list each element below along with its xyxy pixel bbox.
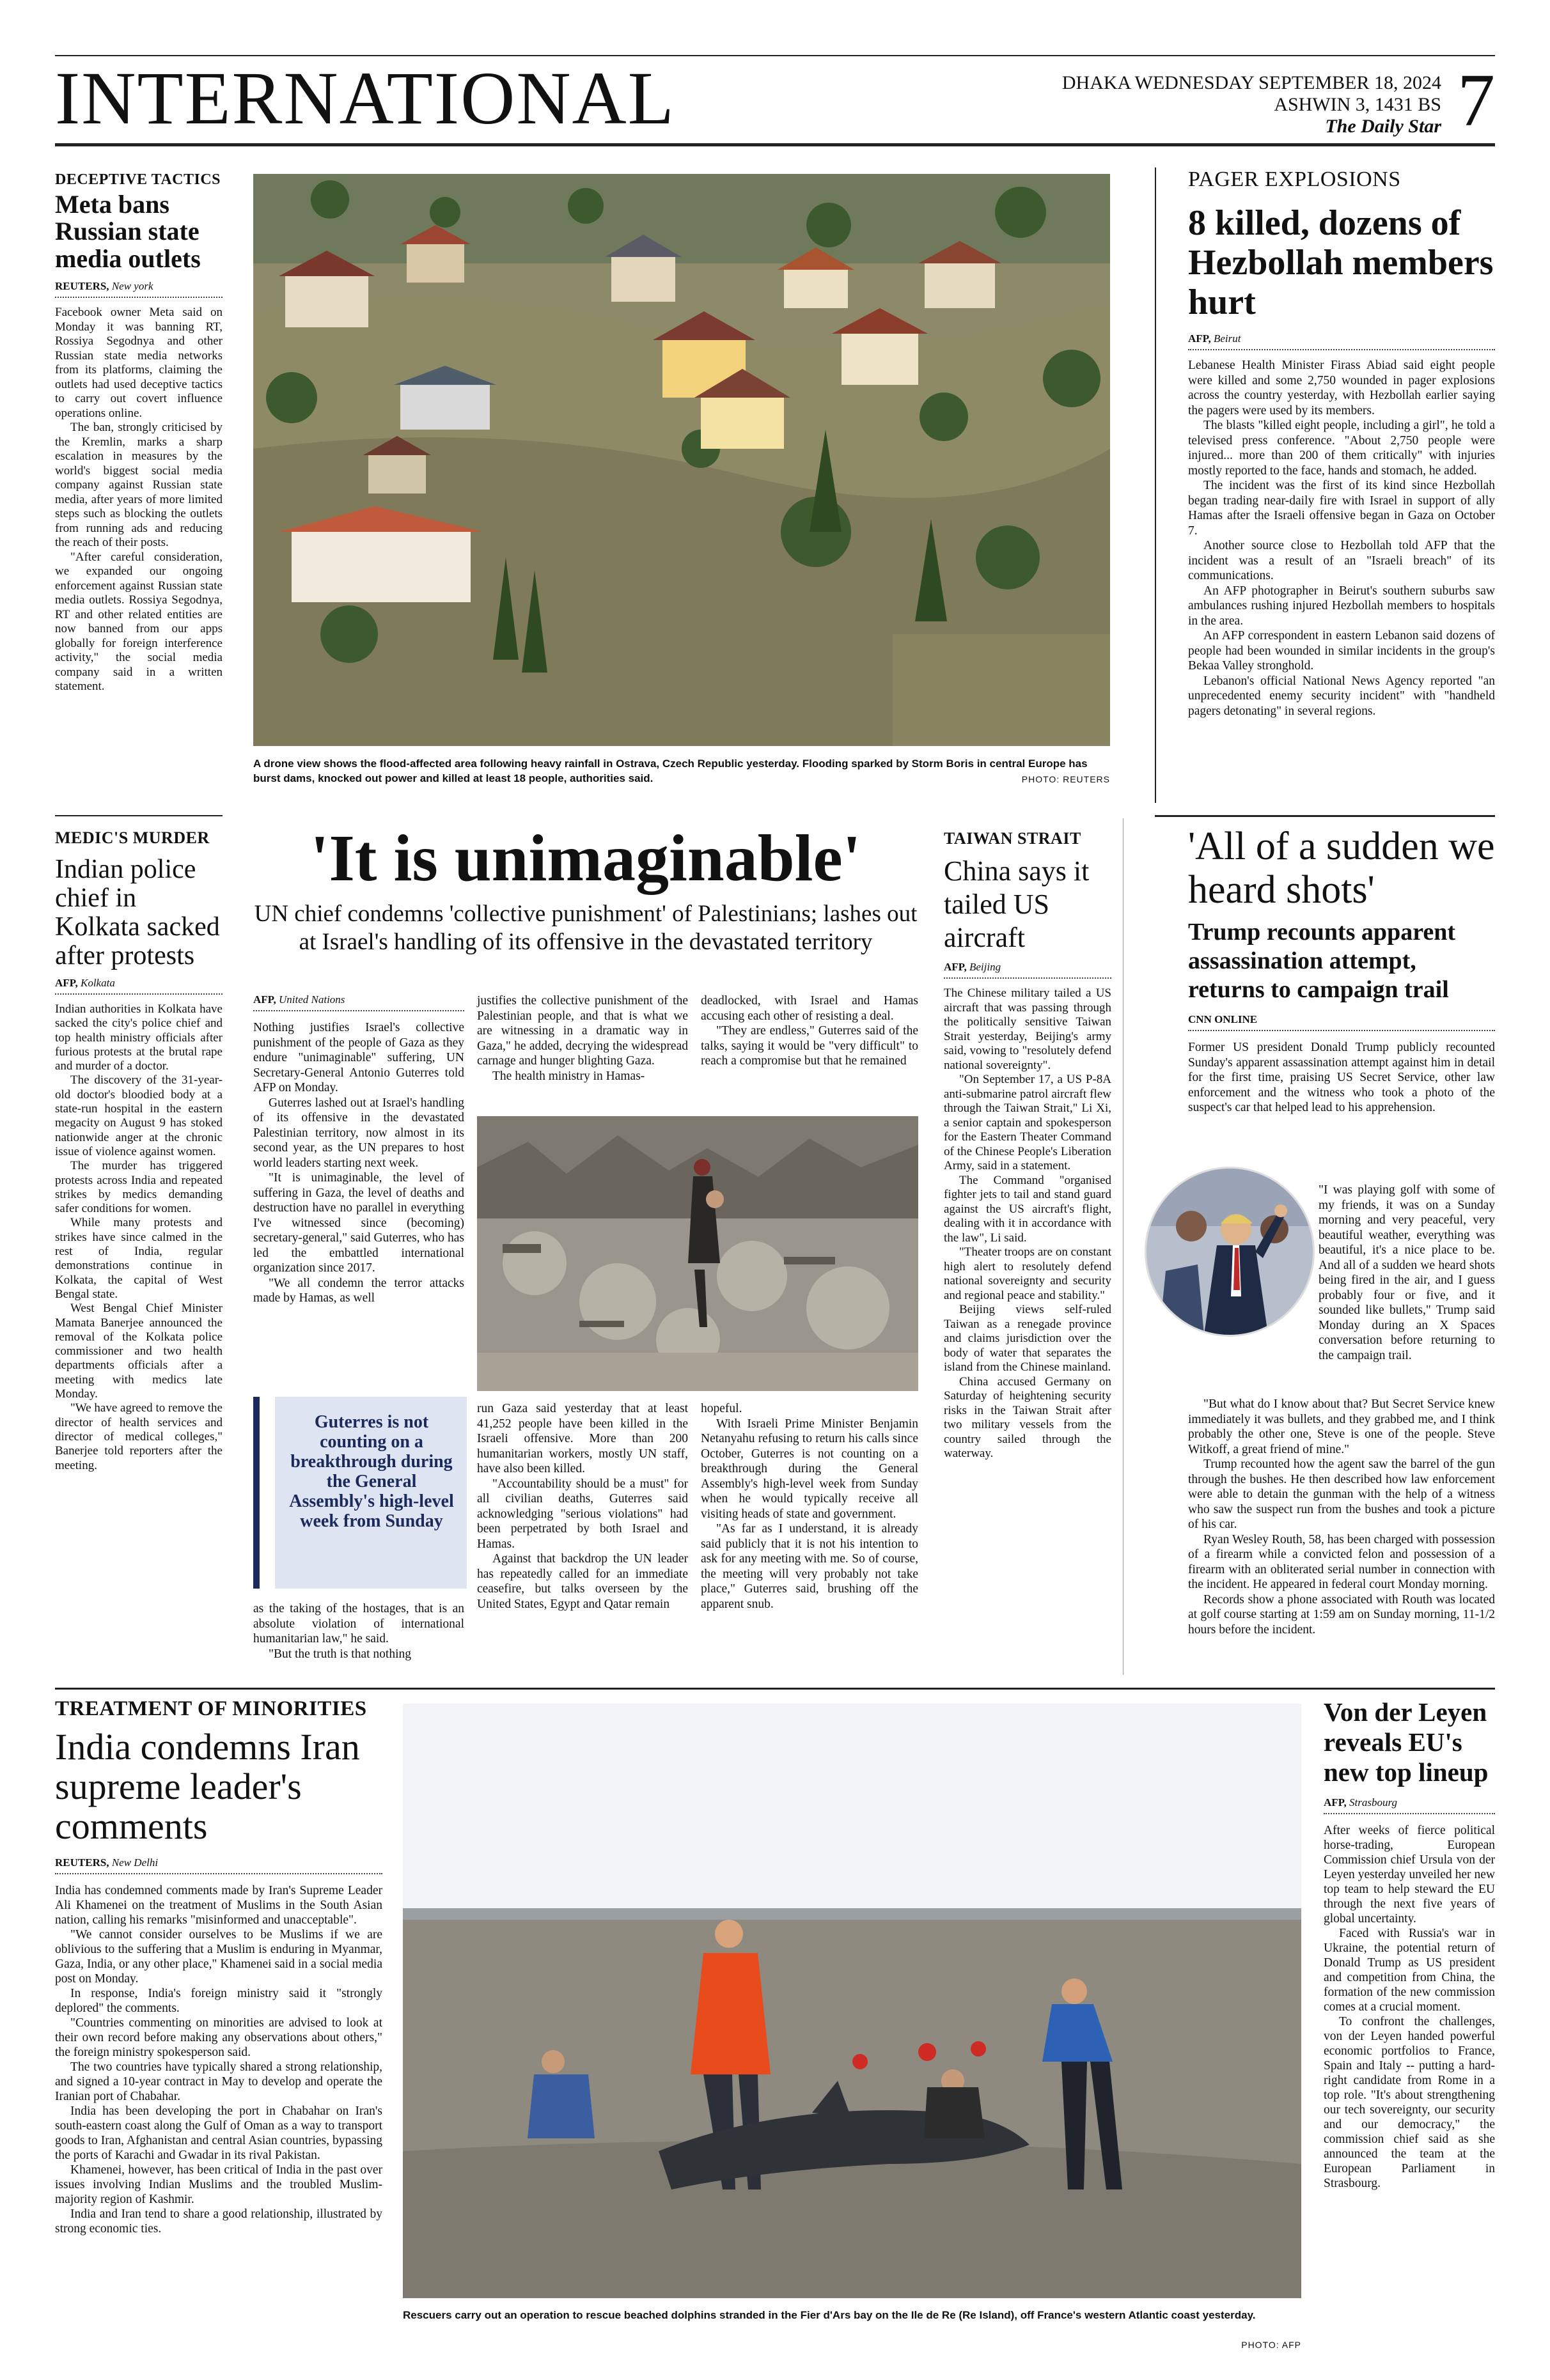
un-col2-top: justifies the collective punishment of the Palestinian people, and that is what we are witnessing in a dramatic way in Gaza," he added, decrying the widespread carnage and hunger blighting Gaza. The health ministry in Hamas-: [477, 994, 688, 1083]
meta-story: [55, 171, 223, 694]
eu-body: After weeks of fierce political horse-trading, European Commission chief Ursula von der Leyen yesterday unveiled her new top team to help steward the EU through the next five years of global uncertainty. Faced with Russia's war in Ukraine, the potential return of Donald Trump as US president and competition from China, the formation of the new commission comes at a crucial moment. To confront the challenges, von der Leyen handed powerful economic portfolios to France, Spain and Italy -- putting a hard-right candidate from Rome in a top role. "It's about strengthening our tech sovereignty, our security and our democracy," the commission chief said as she announced the team at the European Parliament in Strasbourg.: [1324, 1824, 1495, 2190]
trump-scene: [1147, 1169, 1313, 1335]
trump-body: "But what do I know about that? But Secret Service knew immediately it was bullets, and they grabbed me, and I think probably the other one, Steve is one of the people. Steve Witkoff, a great friend of mine." Trump recounted how the agent saw the barrel of the gun through the bushes. He then described how law enforcement were able to detain the gunman with the help of a witness who saw the suspect run from the bushes and took a picture of his car. Ryan Wesley Routh, 58, has been charged with possession of a firearm while a convicted felon and possession of a firearm with an obliterated serial number in connection with the incident. He appeared in federal court Monday morning. Records show a phone associated with Routh was located at golf course starting at 1:59 am on Sunday morning, 11-1/2 hours before the incident.: [1188, 1397, 1495, 1637]
taiwan-story: [944, 829, 1111, 1461]
medic-story: [55, 828, 223, 1473]
dateline-block: [1062, 72, 1441, 137]
iran-body: India has condemned comments made by Iran's Supreme Leader Ali Khamenei on the treatment of Muslims in the South Asian nation, calling his remarks "misinformed and unacceptable". "We cannot consider ourselves to be Muslims if we are oblivious to the suffering that a Muslim is enduring in Myanmar, Gaza, India, or any other place," Khamenei said in a social media post on Monday. In response, India's foreign ministry said it "strongly deplored" the comments. "Countries commenting on minorities are advised to look at their own record before making any observations about others," the foreign ministry spokesperson said. The two countries have typically shared a strong relationship, and signed a 10-year contract in May to develop and operate the Iranian port of Chabahar. India has been developing the port in Chabahar on Iran's south-eastern coast along the Gulf of Oman as a way to transport goods to Iran, Afghanistan and central Asian countries, bypassing the ports of Karachi and Gwadar in its rival Pakistan. Khamenei, however, has been critical of India in the past over issues involving Indian Muslims and the troubled Muslim-majority region of Kashmir. India and Iran tend to share a good relationship, illustrated by strong economic ties.: [55, 1884, 382, 2236]
trump-photo: [1145, 1167, 1315, 1337]
eu-headline: Von der Leyen reveals EU's new top lineup: [1324, 1697, 1489, 1787]
trump-byline: CNN ONLINE: [1188, 1013, 1495, 1031]
pager-kicker: PAGER EXPLOSIONS: [1188, 167, 1401, 191]
pager-body: Lebanese Health Minister Firass Abiad said eight people were killed and some 2,750 wounded in pager explosions across the country yesterday, with Hezbollah earlier saying the pagers were used by its members. The blasts "killed eight people, including a girl", he told a televised press conference. "About 2,750 people were injured... more than 200 of them critically" with injuries mostly reported to the face, hands and stomach, he added. The incident was the first of its kind since Hezbollah began trading near-daily fire with Israel in support of ally Hamas after the Israeli offensive began in Gaza on October 7. Another source close to Hezbollah told AFP that the incident was a result of an "Israeli breach" of its communications. An AFP photographer in Beirut's southern suburbs saw ambulances rushing injured Hezbollah members to hospitals in the area. An AFP correspondent in eastern Lebanon said dozens of people had been wounded in similar incidents in the group's Bekaa Valley stronghold. Lebanon's official National News Agency reported "an unprecedented enemy security incident" with "handheld pagers detonating" in several regions.: [1188, 359, 1495, 718]
un-col1-end: as the taking of the hostages, that is an absolute violation of international humanitarian law," he said. "But the truth is that nothing: [253, 1602, 464, 1661]
un-headline: 'It is unimaginable': [310, 821, 861, 895]
iran-story: [55, 1697, 382, 2236]
medic-kicker: MEDIC'S MURDER: [55, 828, 210, 847]
dolphin-photo: [403, 1704, 1301, 2298]
dateline: DHAKA WEDNESDAY SEPTEMBER 18, 2024: [1061, 72, 1441, 93]
taiwan-body: The Chinese military tailed a US aircraft that was passing through the politically sensitive Taiwan Strait yesterday, Beijing's army said, vowing to "resolutely defend national sovereignty". "On September 17, a US P-8A anti-submarine patrol aircraft flew through the Taiwan Strait," Li Xi, a senior captain and spokesperson for the Eastern Theater Command of the Chinese People's Liberation Army, said in a statement. The Command "organised fighter jets to tail and stand guard against the US aircraft's flight, dealing with it in accordance with the law", Li said. "Theater troops are on constant high alert to resolutely defend national sovereignty and security and regional peace and stability." Beijing views self-ruled Taiwan as a renegade province and claims jurisdiction over the body of water that separates the island from the Chinese mainland. China accused Germany on Saturday of heightening security risks in the Taiwan Strait after two military vessels from the country sailed through the waterway.: [944, 986, 1111, 1460]
eu-story: [1324, 1697, 1495, 2191]
un-subhead: UN chief condemns 'collective punishment' of Palestinians; lashes out at Israel's handling of its offensive in the devastated territory: [254, 901, 918, 955]
un-pullquote-box: [253, 1397, 464, 1589]
pager-byline: AFP, Beirut: [1188, 332, 1495, 350]
flood-photo: [253, 174, 1110, 746]
medic-headline: Indian police chief in Kolkata sacked after protests: [55, 855, 220, 970]
taiwan-headline: China says it tailed US aircraft: [944, 855, 1090, 953]
medic-byline: AFP, Kolkata: [55, 977, 223, 995]
un-col1-body: Nothing justifies Israel's collective punishment of the people of Gaza as they endure "unimaginable" suffering, UN Secretary-General Antonio Guterres told AFP on Monday. Guterres lashed out at Israel's handling of its offensive in the devastated Palestinian territory, now almost in its second year, as the UN prepares to host world leaders starting next week. "It is unimaginable, the level of suffering in Gaza, the level of deaths and destruction have no parallel in everything I've witnessed since (becoming) secretary-general," said Guterres, who has led the embattled international organization since 2017. "We all condemn the terror attacks made by Hamas, as well: [253, 1021, 464, 1305]
flood-scene: [253, 174, 1110, 746]
flood-caption: A drone view shows the flood-affected area following heavy rainfall in Ostrava, Czech Republic yesterday. Flooding sparked by Storm Boris in central Europe has burst dams, knocked out power and killed at least 18 people, authorities said.: [253, 758, 1088, 784]
un-col2-bottom: run Gaza said yesterday that at least 41,252 people have been killed in the Israeli offensive. More than 200 humanitarian workers, mostly UN staff, have also been killed. "Accountability should be a must" for all civilian deaths, Guterres said acknowledging "serious violations" had been perpetrated by both Israel and Hamas. Against that backdrop the UN leader has repeatedly called for an immediate ceasefire, but talks overseen by the United States, Egypt and Qatar remain: [477, 1402, 688, 1611]
trump-intro: Former US president Donald Trump publicly recounted Sunday's apparent assassination attempt against him in detail for the first time, praising US Secret Service, other law enforcement and the witness who took a photo of the suspect's car that helped lead to his apprehension.: [1188, 1041, 1495, 1114]
un-col1: [253, 993, 464, 1306]
un-pullquote: Guterres is not counting on a breakthrough during the General Assembly's high-level week from Sunday: [289, 1412, 454, 1531]
pager-headline: 8 killed, dozens of Hezbollah members hurt: [1188, 203, 1494, 322]
dolphin-credit: PHOTO: AFP: [1241, 2340, 1301, 2350]
iran-headline: India condemns Iran supreme leader's comments: [55, 1726, 360, 1847]
page-number: 7: [1457, 58, 1495, 142]
section-title: INTERNATIONAL: [55, 56, 675, 140]
paper-name: The Daily Star: [1325, 116, 1441, 137]
trump-headline: 'All of a sudden we heard shots': [1188, 825, 1495, 912]
bengali-date: ASHWIN 3, 1431 BS: [1274, 94, 1441, 115]
gaza-scene: [477, 1116, 918, 1391]
iran-kicker: TREATMENT OF MINORITIES: [55, 1697, 367, 1720]
pager-story: [1188, 167, 1495, 719]
medic-body: Indian authorities in Kolkata have sacked the city's police chief and top health ministry officials after furious protests at the brutal rape and murder of a doctor. The discovery of the 31-year-old doctor's bloodied body at a state-run hospital in the eastern megacity on August 9 has stoked nationwide anger at the chronic issue of violence against women. The murder has triggered protests across India and repeated strikes by medics demanding safer conditions for women. While many protests and strikes have since calmed in the rest of India, regular demonstrations continue in Kolkata, the capital of West Bengal state. West Bengal Chief Minister Mamata Banerjee announced the removal of the Kolkata police commissioner and two health departments officials after a meeting with medics late Monday. "We have agreed to remove the director of health services and director of medical colleges," Banerjee told reporters after the meeting.: [55, 1002, 223, 1472]
dolphin-caption: Rescuers carry out an operation to rescue beached dolphins stranded in the Fier d'Ars bay on the Ile de Re (Re Island), off France's western Atlantic coast yesterday.: [403, 2309, 1256, 2321]
meta-headline: Meta bans Russian state media outlets: [55, 190, 201, 273]
meta-kicker: DECEPTIVE TACTICS: [55, 171, 221, 188]
eu-byline: AFP, Strasbourg: [1324, 1796, 1495, 1814]
trump-wrap-text: "I was playing golf with some of my friends, it was on a Sunday morning and very peaceful, very beautiful weather, everything was beautiful, it's a nice place to be. And all of a sudden we heard shots being fired in the air, and I guess probably four or five, and it sounded like bullets," Trump said Monday during an X Spaces conversation before returning to the campaign trail.: [1319, 1183, 1495, 1362]
gaza-photo: [477, 1116, 918, 1391]
un-byline: AFP, United Nations: [253, 993, 464, 1011]
taiwan-kicker: TAIWAN STRAIT: [944, 829, 1081, 848]
dolphin-scene: [403, 1704, 1301, 2298]
trump-story: [1188, 825, 1495, 1116]
un-col3-bottom: hopeful. With Israeli Prime Minister Benjamin Netanyahu refusing to return his calls since October, Guterres is not counting on a breakthrough during the General Assembly's high-level week from Sunday when he would typically receive all visiting heads of state and government. "As far as I understand, it is already said publicly that it is not his intention to ask for any meeting with me. So of course, the meeting will very probably not take place," Guterres said, brushing off the apparent snub.: [701, 1402, 918, 1611]
taiwan-byline: AFP, Beijing: [944, 961, 1111, 979]
un-col3-top: deadlocked, with Israel and Hamas accusing each other of resisting a deal. "They are endless," Guterres said of the talks, saying it would be "very difficult" to reach a compromise but that he remained: [701, 994, 918, 1068]
flood-credit: PHOTO: REUTERS: [1021, 774, 1110, 784]
meta-byline: REUTERS, New york: [55, 280, 223, 298]
trump-subhead: Trump recounts apparent assassination attempt, returns to campaign trail: [1188, 919, 1456, 1003]
iran-byline: REUTERS, New Delhi: [55, 1856, 382, 1874]
meta-body: Facebook owner Meta said on Monday it was banning RT, Rossiya Segodnya and other Russian state media networks from its platforms, claiming the outlets had used deceptive tactics to carry out covert influence operations online. The ban, strongly criticised by the Kremlin, marks a sharp escalation in measures by the world's biggest social media company against Russian state media, after years of more limited steps such as blocking the outlets from running ads and reducing the reach of their posts. "After careful consideration, we expanded our ongoing enforcement against Russian state media outlets. Rossiya Segodnya, RT and other related entities are now banned from our apps globally for foreign interference activity," the social media company said in a written statement.: [55, 306, 223, 694]
